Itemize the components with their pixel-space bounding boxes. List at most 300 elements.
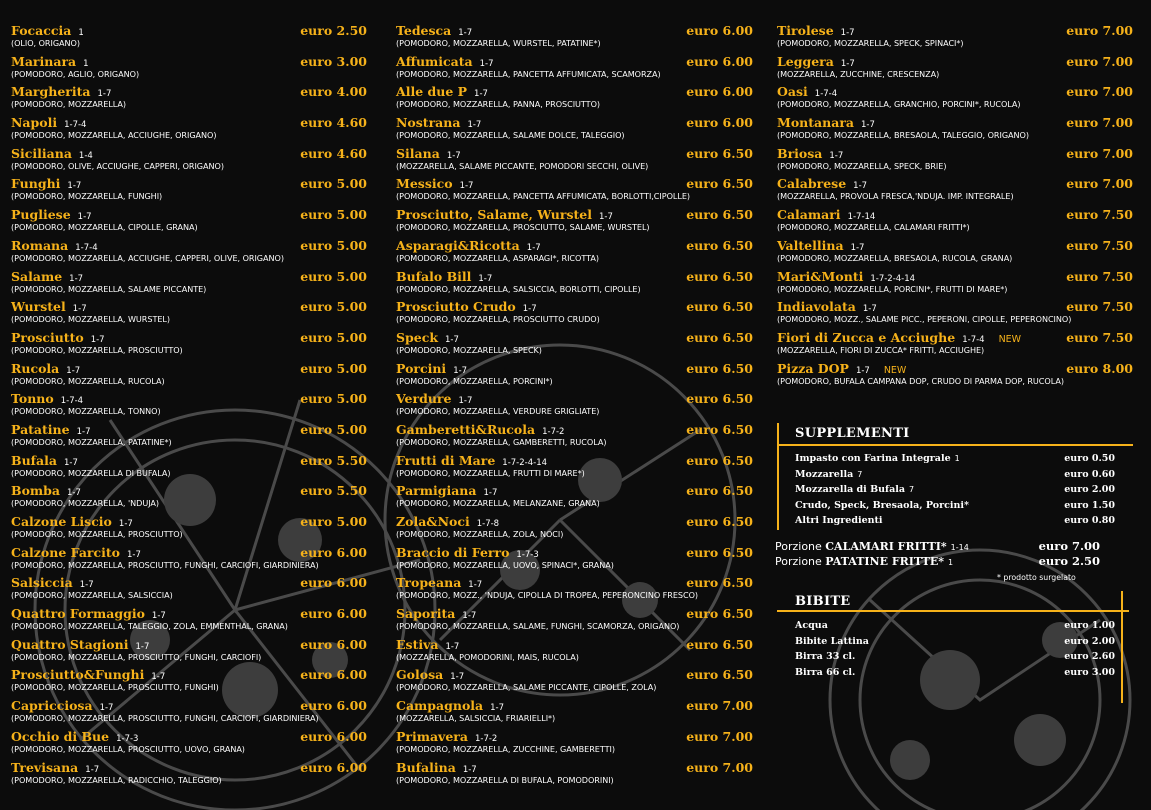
pizza-ingredients: (POMODORO, MOZZARELLA, MELANZANE, GRANA) [396,498,600,509]
pizza-item [777,51,1133,82]
pizza-item [11,419,367,450]
pizza-item-header [396,757,753,774]
allergen-codes: 1-7-8 [476,519,500,529]
pizza-item [777,173,1133,204]
pizza-item [396,726,753,757]
allergen-codes: 1-7 [445,641,460,652]
allergen-codes: 7 [857,469,863,479]
pizza-item-header [11,20,367,37]
pizza-item-header [11,235,367,252]
pizza-ingredients: (MOZZARELLA, SALSICCIA, FRIARIELLI*) [396,713,556,724]
porzione-name: CALAMARI FRITTI* [825,540,947,553]
pizza-name: Gamberetti&Rucola [396,421,536,437]
pizza-name: Porcini [396,360,447,376]
pizza-price: euro 7.00 [1066,176,1133,192]
allergen-codes: 1-7 [479,58,494,69]
pizza-price: euro 7.00 [1066,115,1133,131]
pizza-item-header [11,51,367,68]
pizza-name: Salsiccia [11,575,73,591]
pizza-item [11,450,367,481]
pizza-item [11,173,367,204]
pizza-item [396,450,753,481]
supplemento-label-group [795,498,969,514]
pizza-name: Tropeana [396,575,462,591]
pizza-ingredients: (POMODORO, AGLIO, ORIGANO) [11,68,140,79]
pizza-name: Pizza DOP [777,360,849,376]
pizza-ingredients: (POMODORO, MOZZARELLA, SALAME, FUNGHI, SCAMORZA, ORIGANO) [396,621,680,632]
pizza-item-header [777,235,1133,252]
allergen-codes: 1-7 [850,242,865,253]
pizza-ingredients: (POMODORO, MOZZARELLA, ACCIUGHE, CAPPERI, OLIVE, ORIGANO) [11,252,284,263]
pizza-price: euro 8.00 [1066,360,1133,376]
pizza-item [11,358,367,389]
pizza-item [11,112,367,143]
supplementi-left-border [777,423,779,530]
pizza-ingredients: (POMODORO, MOZZARELLA, PROSCIUTTO) [11,529,183,539]
new-badge: NEW [883,364,907,376]
pizza-title-group [11,634,149,653]
pizza-item-header [396,603,753,620]
pizza-item-header [396,542,753,559]
supplemento-row [795,498,1115,514]
pizza-name: Briosa [777,145,823,161]
pizza-item [11,266,367,297]
supplementi-box [777,423,1133,530]
pizza-title-group [777,358,906,377]
pizza-item-header [396,726,753,743]
pizza-price: euro 7.50 [1066,329,1133,345]
supplemento-label-group [795,513,883,529]
pizza-item [777,81,1133,112]
pizza-name: Mari&Monti [777,268,864,284]
allergen-codes: 1-7 [468,580,483,591]
pizza-ingredients: (POMODORO, MOZZARELLA, CALAMARI FRITTI*) [777,222,970,233]
pizza-item-header [777,20,1133,37]
pizza-price: euro 6.00 [300,728,367,744]
pizza-name: Calzone Liscio [11,514,112,529]
allergen-codes: 1-7 [853,181,868,192]
pizza-item [11,480,367,511]
pizza-name: Pugliese [11,207,71,223]
pizza-item-header [396,143,753,160]
supplemento-row [795,467,1115,483]
pizza-name: Siciliana [11,145,72,161]
pizza-name: Saporita [396,606,456,622]
menu-column-1 [11,20,367,787]
pizza-price: euro 6.00 [686,115,753,131]
pizza-name: Alle due P [396,84,468,100]
porzioni-list [775,539,1100,569]
pizza-item [396,511,753,542]
pizza-item-header [396,358,753,375]
bibite-title-underline [777,610,1129,612]
pizza-ingredients: (POMODORO, MOZZARELLA, ASPARAGI*, RICOTTA) [396,252,599,263]
pizza-item-header [396,20,753,37]
pizza-item-header [396,572,753,589]
pizza-item-header [11,81,367,98]
pizza-item-header [777,358,1133,375]
pizza-price: euro 5.00 [300,329,367,345]
pizza-item-header [396,327,753,344]
pizza-name: Salame [11,268,63,284]
pizza-name: Tonno [11,391,54,407]
pizza-item-header [396,173,753,190]
pizza-name: Primavera [396,728,468,744]
pizza-price: euro 6.50 [686,237,753,253]
pizza-item-header [11,572,367,589]
pizza-title-group [11,266,83,285]
pizza-ingredients: (POMODORO, MOZZARELLA, RUCOLA) [11,375,165,386]
pizza-name: Oasi [777,84,808,100]
pizza-price: euro 5.00 [300,421,367,437]
pizza-name: Fiori di Zucca e Acciughe [777,329,956,345]
pizza-title-group [777,235,864,254]
pizza-title-group [11,51,89,70]
pizza-ingredients: (POMODORO, MOZZARELLA, CIPOLLE, GRANA) [11,222,198,233]
supplemento-label-group [795,451,960,467]
pizza-item-header [777,266,1133,283]
allergen-codes: 1-7 [126,549,141,560]
pizza-name: Asparagi&Ricotta [396,237,520,253]
allergen-codes: 1-7-14 [847,212,876,223]
pizza-price: euro 5.00 [300,391,367,407]
bibita-row [795,618,1115,634]
pizza-title-group [11,235,98,254]
allergen-codes: 1-7 [72,304,87,315]
pizza-price: euro 6.50 [686,329,753,345]
pizza-name: Calzone Farcito [11,544,120,560]
pizza-name: Silana [396,145,440,161]
pizza-name: Margherita [11,84,91,100]
pizza-price: euro 5.00 [300,237,367,253]
pizza-ingredients: (MOZZARELLA, POMODORINI, MAIS, RUCOLA) [396,651,579,662]
pizza-name: Montanara [777,115,855,131]
pizza-ingredients: (POMODORO, MOZZARELLA, PORCINI*) [396,375,553,386]
pizza-ingredients: (POMODORO, MOZZARELLA, WURSTEL, PATATINE*) [396,38,601,48]
allergen-codes: 1-7 [467,120,482,131]
pizza-price: euro 5.50 [300,452,367,468]
bibita-row [795,634,1115,650]
pizza-ingredients: (POMODORO, MOZZARELLA DI BUFALA, POMODORINI) [396,774,614,785]
pizza-title-group [396,143,461,162]
allergen-codes: 1-7 [474,89,488,100]
allergen-codes: 1 [954,454,960,463]
pizza-price: euro 6.00 [300,759,367,775]
pizza-item-header [396,266,753,283]
pizza-price: euro 6.50 [686,299,753,315]
pizza-price: euro 6.00 [686,53,753,69]
pizza-ingredients: (POMODORO, MOZZARELLA, PROSCIUTTO) [11,344,183,355]
pizza-price: euro 6.50 [686,575,753,591]
allergen-codes: 1-7-2 [542,426,565,437]
pizza-ingredients: (POMODORO, MOZZARELLA, UOVO, SPINACI*, GRANA) [396,559,614,570]
allergen-codes: 1-7 [450,672,465,683]
supplementi-title-underline [777,444,1133,446]
pizza-item [396,634,753,665]
pizza-ingredients: (POMODORO, MOZZARELLA) [11,99,127,110]
allergen-codes: 1-7 [151,611,166,622]
pizza-item [11,757,367,788]
pizza-name: Braccio di Ferro [396,544,510,560]
pizza-price: euro 5.00 [300,299,367,315]
pizza-item [11,511,367,542]
pizza-price: euro 6.00 [686,23,753,38]
pizza-name: Napoli [11,115,58,131]
pizza-title-group [396,51,494,70]
supplemento-row [795,482,1115,498]
pizza-item-header [11,327,367,344]
allergen-codes: 1-7 [458,396,473,407]
bibite-list [795,618,1115,680]
allergen-codes: 1-7-2-4-14 [502,457,548,468]
pizza-item-header [11,112,367,129]
allergen-codes: 1-7 [99,703,114,714]
pizza-item-header [396,112,753,129]
pizza-name: Calabrese [777,176,847,192]
bibita-row [795,649,1115,665]
pizza-item [777,296,1133,327]
pizza-ingredients: (POMODORO, MOZZARELLA, PROSCIUTTO CRUDO) [396,314,600,325]
pizza-price: euro 6.50 [686,207,753,223]
pizza-ingredients: (POMODORO, MOZZARELLA, PORCINI*, FRUTTI DI MARE*) [777,283,1008,294]
pizza-price: euro 3.00 [300,53,367,69]
pizza-title-group [777,51,855,70]
pizza-ingredients: (POMODORO, MOZZARELLA, PANCETTA AFFUMICATA, BORLOTTI,CIPOLLE) [396,191,690,202]
pizza-item [777,266,1133,297]
pizza-ingredients: (OLIO, ORIGANO) [11,38,80,48]
pizza-item [396,20,753,51]
pizza-name: Quattro Formaggio [11,606,145,622]
pizza-price: euro 2.50 [300,23,367,38]
pizza-title-group [396,266,492,285]
allergen-codes: 1-7 [526,242,541,253]
pizza-ingredients: (MOZZARELLA, FIORI DI ZUCCA* FRITTI, ACCIUGHE) [777,344,985,355]
pizza-name: Wurstel [11,299,66,315]
pizza-item-header [11,358,367,375]
pizza-title-group [11,542,141,561]
pizza-title-group [396,757,477,776]
supplemento-price: euro 2.00 [1064,484,1115,495]
allergen-codes: 1-7-4 [60,396,84,407]
bibita-row [795,665,1115,681]
supplemento-label: Impasto con Farina Integrale [795,453,951,464]
pizza-name: Zola&Noci [396,514,470,529]
bibita-price: euro 3.00 [1064,666,1115,678]
allergen-codes: 1-7 [118,519,133,529]
pizza-price: euro 6.50 [686,421,753,437]
pizza-item-header [11,143,367,160]
pizza-price: euro 6.00 [300,606,367,622]
allergen-codes: 1-7 [462,611,477,622]
pizza-item [396,173,753,204]
pizza-price: euro 6.50 [686,544,753,560]
pizza-ingredients: (POMODORO, MOZZ., SALAME PICC., PEPERONI, CIPOLLE, PEPERONCINO) [777,314,1072,325]
pizza-ingredients: (POMODORO, MOZZARELLA, PROSCIUTTO, FUNGHI, CARCIOFI, GIARDINIERA) [11,713,319,724]
allergen-codes: 1-7 [67,181,82,192]
pizza-item [396,480,753,511]
pizza-item-header [396,235,753,252]
pizza-item-header [396,511,753,528]
pizza-title-group [396,726,497,745]
new-badge: NEW [998,333,1022,345]
pizza-price: euro 7.00 [1066,145,1133,161]
pizza-item [396,51,753,82]
pizza-item-header [11,603,367,620]
pizza-price: euro 6.50 [686,268,753,284]
pizza-ingredients: (POMODORO, MOZZARELLA DI BUFALA) [11,467,171,478]
supplemento-price: euro 0.60 [1064,468,1115,480]
allergen-codes: 1-7 [829,150,844,161]
pizza-item [396,664,753,695]
pizza-price: euro 6.00 [300,698,367,714]
allergen-codes: 1-7-4 [962,334,985,345]
pizza-item [396,81,753,112]
pizza-price: euro 4.60 [300,115,367,131]
pizza-ingredients: (POMODORO, MOZZARELLA, SALAME DOLCE, TALEGGIO) [396,130,625,141]
pizza-item [11,572,367,603]
pizza-ingredients: (MOZZARELLA, SALAME PICCANTE, POMODORI SECCHI, OLIVE) [396,160,649,171]
pizza-item-header [777,173,1133,190]
pizza-title-group [396,542,539,561]
pizza-name: Prosciutto Crudo [396,299,516,315]
pizza-title-group [777,266,915,285]
allergen-codes: 1-4 [78,150,93,161]
allergen-codes: 1-7 [840,58,855,69]
pizza-item [396,112,753,143]
pizza-ingredients: (POMODORO, MOZZARELLA, PROSCIUTTO, FUNGHI, CARCIOFI, GIARDINIERA) [11,559,319,570]
pizza-item-header [777,327,1133,344]
supplemento-label-group [795,482,914,498]
pizza-name: Leggera [777,53,834,69]
pizza-price: euro 7.00 [686,728,753,744]
pizza-name: Romana [11,237,69,253]
supplemento-price: euro 0.50 [1064,453,1115,464]
allergen-codes: 1-7 [446,150,461,161]
pizza-ingredients: (POMODORO, MOZZARELLA, RADICCHIO, TALEGGIO) [11,774,222,785]
pizza-item-header [777,143,1133,160]
pizza-name: Capricciosa [11,698,93,714]
pizza-item [777,235,1133,266]
pizza-item-header [396,664,753,681]
bibita-price: euro 2.60 [1064,651,1115,662]
allergen-codes: 1-7 [77,212,92,223]
pizza-item-header [11,204,367,221]
pizza-item [396,603,753,634]
allergen-codes: 1-7-2-4-14 [870,273,916,284]
bibita-price: euro 2.00 [1064,635,1115,647]
pizza-item-header [777,296,1133,313]
porzione-price: euro 2.50 [1038,554,1100,568]
pizza-price: euro 4.00 [300,84,367,100]
pizza-ingredients: (POMODORO, MOZZ., 'NDUJA, CIPOLLA DI TROPEA, PEPERONCINO FRESCO) [396,590,699,601]
pizza-name: Speck [396,329,438,345]
supplemento-row [795,513,1115,529]
porzione-prefix: Porzione [775,540,822,553]
porzione-name: PATATINE FRITTE* [825,555,945,568]
pizza-item-header [11,480,367,497]
porzione-price: euro 7.00 [1038,539,1100,553]
pizza-item-header [777,81,1133,98]
pizza-item-header [396,419,753,436]
pizza-item [777,143,1133,174]
pizza-name: Messico [396,176,453,192]
pizza-title-group [396,358,467,377]
allergen-codes: 1-7 [478,273,493,284]
pizza-item [11,235,367,266]
pizza-name: Bufalo Bill [396,268,472,284]
pizza-item [396,235,753,266]
pizza-item [396,143,753,174]
pizza-ingredients: (POMODORO, MOZZARELLA, 'NDUJA) [11,498,159,509]
pizza-title-group [396,634,459,653]
pizza-name: Affumicata [396,53,473,69]
pizza-item [396,266,753,297]
allergen-codes: 1-7 [97,89,112,100]
pizza-item-header [11,634,367,651]
pizza-item [777,327,1133,358]
pizza-item [396,358,753,389]
porzione-code: 1-14 [950,543,969,552]
allergen-codes: 1-7 [861,120,875,131]
allergen-codes: 1-7 [840,28,855,38]
pizza-price: euro 5.00 [300,268,367,284]
pizza-price: euro 6.50 [686,360,753,376]
pizza-name: Estiva [396,636,439,652]
pizza-ingredients: (POMODORO, MOZZARELLA, BRESAOLA, RUCOLA, GRANA) [777,252,1013,263]
allergen-codes: 1-7-4 [64,120,87,131]
pizza-ingredients: (POMODORO, BUFALA CAMPANA DOP, CRUDO DI PARMA DOP, RUCOLA) [777,375,1064,386]
pizza-item [11,388,367,419]
pizza-item [11,81,367,112]
pizza-item-header [396,450,753,467]
supplementi-title: SUPPLEMENTI [795,426,910,441]
pizza-price: euro 5.00 [300,176,367,192]
pizza-item-header [11,388,367,405]
supplemento-price: euro 0.80 [1064,515,1115,526]
pizza-price: euro 6.50 [686,514,753,529]
pizza-ingredients: (POMODORO, MOZZARELLA, TONNO) [11,406,161,417]
porzione-prefix: Porzione [775,555,822,568]
pizza-price: euro 6.00 [300,575,367,591]
pizza-title-group [396,450,547,469]
pizza-name: Tirolese [777,23,834,38]
pizza-name: Indiavolata [777,299,856,315]
pizza-item [11,542,367,573]
pizza-item-header [11,542,367,559]
pizza-ingredients: (POMODORO, MOZZARELLA, TALEGGIO, ZOLA, EMMENTHAL, GRANA) [11,621,288,632]
pizza-item-header [396,695,753,712]
pizza-price: euro 7.00 [1066,53,1133,69]
pizza-title-group [11,726,138,745]
pizza-item [396,695,753,726]
pizza-item [396,296,753,327]
pizza-item [11,143,367,174]
menu-column-3 [777,20,1133,388]
allergen-codes: 1-7 [63,457,78,468]
pizza-item-header [396,480,753,497]
pizza-ingredients: (POMODORO, MOZZARELLA, PANNA, PROSCIUTTO) [396,99,601,110]
allergen-codes: 1-7 [483,488,498,499]
surgelato-note: * prodotto surgelato [997,573,1076,582]
bibita-price: euro 1.00 [1064,620,1115,631]
pizza-item [396,572,753,603]
supplemento-price: euro 1.50 [1064,499,1115,511]
pizza-ingredients: (POMODORO, MOZZARELLA, WURSTEL) [11,314,170,325]
pizza-name: Quattro Stagioni [11,636,129,652]
pizza-item-header [396,634,753,651]
pizza-price: euro 7.00 [1066,23,1133,38]
pizza-ingredients: (POMODORO, MOZZARELLA, SALSICCIA, BORLOTTI, CIPOLLE) [396,283,641,294]
